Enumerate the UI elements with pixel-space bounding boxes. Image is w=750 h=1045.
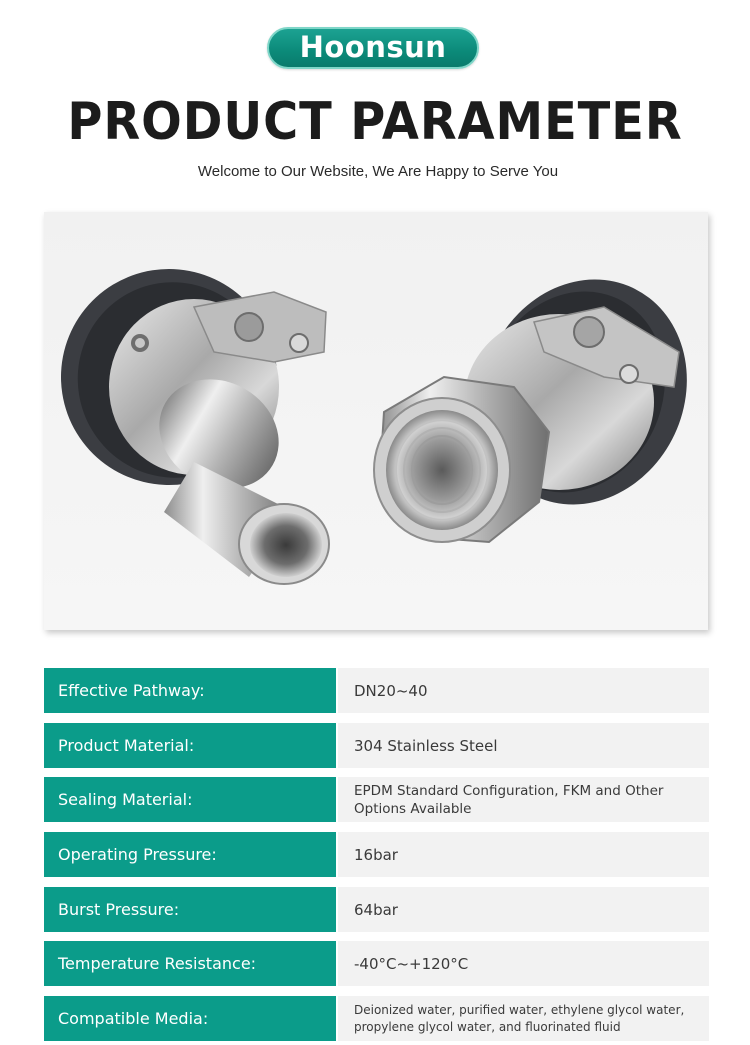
param-value: 16bar <box>338 832 709 877</box>
page-subtitle: Welcome to Our Website, We Are Happy to Serve You <box>197 163 559 180</box>
param-label: Burst Pressure: <box>44 887 336 932</box>
brand-logo <box>267 27 479 69</box>
param-value: EPDM Standard Configuration, FKM and Other Options Available <box>338 777 709 822</box>
param-row-temperature-resistance <box>44 941 709 986</box>
param-label: Compatible Media: <box>44 996 336 1041</box>
param-value: 304 Stainless Steel <box>338 723 709 768</box>
param-row-sealing-material <box>44 777 709 822</box>
param-value: -40°C~+120°C <box>338 941 709 986</box>
param-row-burst-pressure <box>44 887 709 932</box>
param-label: Sealing Material: <box>44 777 336 822</box>
param-row-effective-pathway <box>44 668 709 713</box>
param-row-product-material <box>44 723 709 768</box>
param-row-compatible-media <box>44 996 709 1041</box>
param-row-operating-pressure <box>44 832 709 877</box>
param-label: Effective Pathway: <box>44 668 336 713</box>
page-title: PRODUCT PARAMETER <box>67 92 683 152</box>
param-label: Temperature Resistance: <box>44 941 336 986</box>
param-label: Product Material: <box>44 723 336 768</box>
product-image-illustration <box>44 212 708 630</box>
param-value: Deionized water, purified water, ethylene glycol water, propylene glycol water, and fluorinated fluid <box>338 996 709 1041</box>
brand-logo-text: Hoonsun <box>299 29 447 64</box>
param-value: DN20~40 <box>338 668 709 713</box>
param-label: Operating Pressure: <box>44 832 336 877</box>
param-value: 64bar <box>338 887 709 932</box>
product-photo <box>44 212 708 630</box>
